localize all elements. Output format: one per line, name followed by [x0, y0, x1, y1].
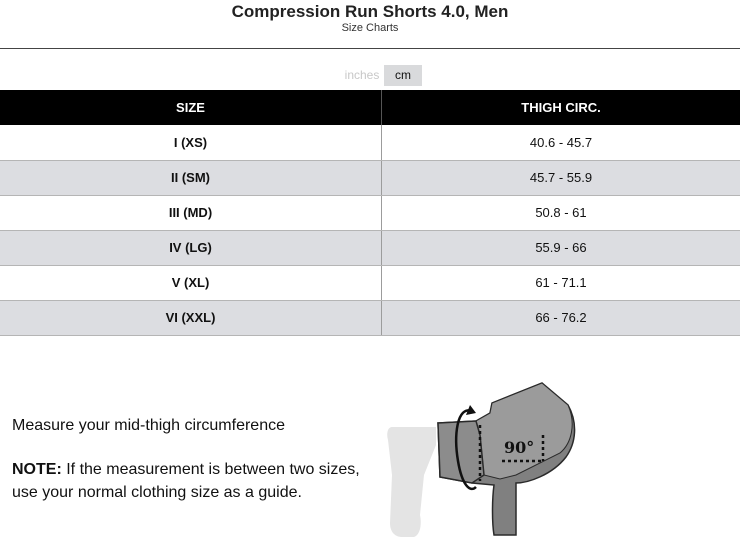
- note-label: NOTE:: [12, 461, 62, 478]
- size-cell: VI (XXL): [0, 300, 382, 335]
- size-cell: IV (LG): [0, 230, 382, 265]
- thigh-cell: 40.6 - 45.7: [382, 125, 740, 160]
- angle-label: 90°: [504, 438, 535, 457]
- note-text: If the measurement is between two sizes, use your normal clothing size as a guide.: [12, 461, 360, 501]
- table-row: [0, 265, 740, 300]
- thigh-cell: 45.7 - 55.9: [382, 160, 740, 195]
- table-row: [0, 195, 740, 230]
- thigh-measurement-diagram: [380, 375, 600, 550]
- table-row: [0, 125, 740, 160]
- size-note: [12, 458, 372, 504]
- table-header-row: [0, 90, 740, 125]
- size-cell: I (XS): [0, 125, 382, 160]
- measure-instruction: Measure your mid-thigh circumference: [12, 417, 285, 434]
- unit-inches-button[interactable]: inches: [340, 65, 384, 86]
- size-cell: V (XL): [0, 265, 382, 300]
- table-row: [0, 300, 740, 335]
- size-cell: II (SM): [0, 160, 382, 195]
- thigh-column-header: THIGH CIRC.: [382, 90, 740, 125]
- header-divider: [0, 48, 740, 49]
- table-row: [0, 230, 740, 265]
- page-subtitle: Size Charts: [341, 22, 399, 34]
- unit-cm-button[interactable]: cm: [384, 65, 422, 86]
- thigh-cell: 55.9 - 66: [382, 230, 740, 265]
- unit-toggle: [340, 65, 422, 86]
- size-cell: III (MD): [0, 195, 382, 230]
- page-title: Compression Run Shorts 4.0, Men: [231, 2, 509, 21]
- thigh-cell: 50.8 - 61: [382, 195, 740, 230]
- thigh-cell: 66 - 76.2: [382, 300, 740, 335]
- leg-silhouette: [387, 427, 436, 537]
- thigh-cell: 61 - 71.1: [382, 265, 740, 300]
- size-chart-table: [0, 90, 740, 336]
- size-column-header: SIZE: [0, 90, 382, 125]
- table-row: [0, 160, 740, 195]
